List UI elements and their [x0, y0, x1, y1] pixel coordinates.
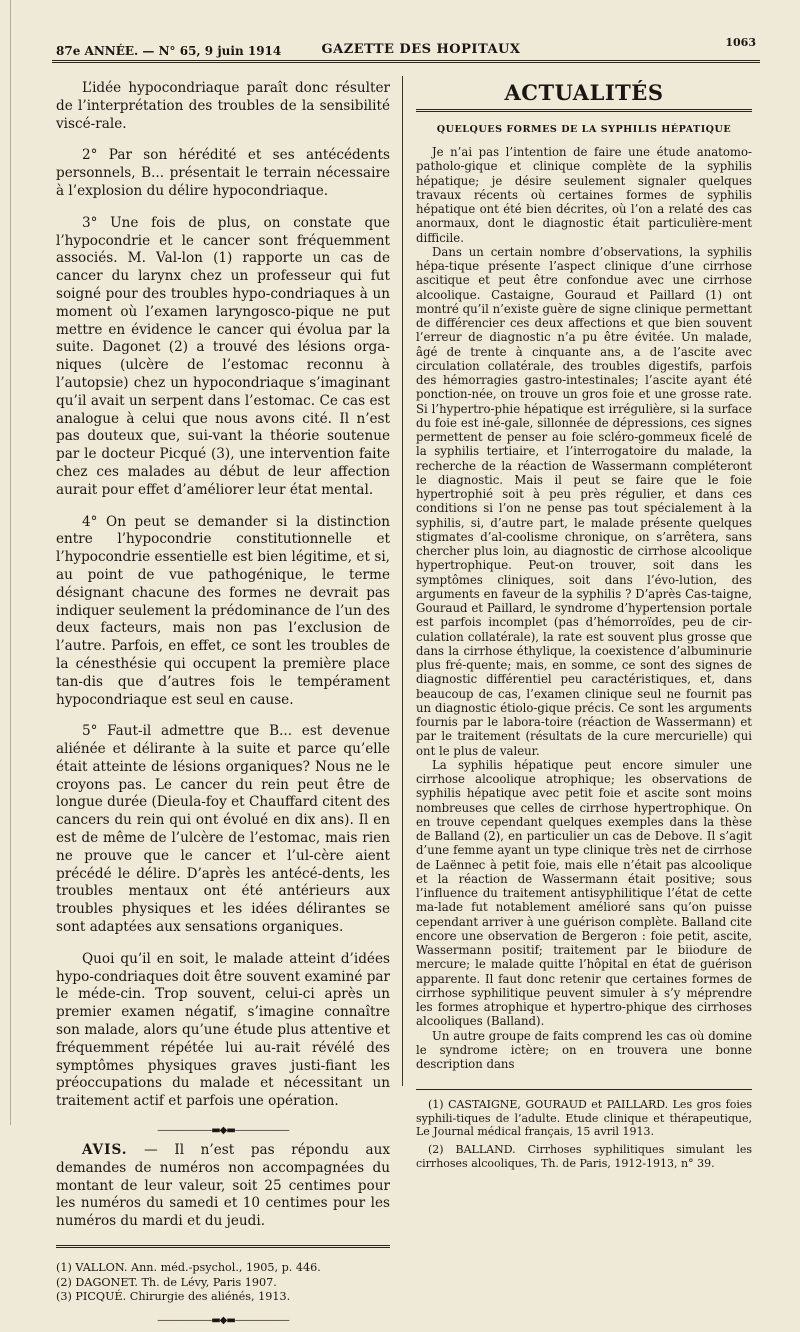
- ornament-separator: ——————▬◆▬——————: [157, 1314, 289, 1326]
- page-fold-line: [10, 0, 11, 1125]
- paragraph: Dans un certain nombre d’observations, la syphilis hépa-tique présente l’aspect clinique d’une cirrhose ascitique et peut être confondue avec une cirrhose alcoolique. Castaigne, Gouraud et Paillard (1) ont montré qu’il n’existe guère de signe clinique permettant de différencier ces deux affections et que bien souvent l’erreur de diagnostic n’a pu être évitée. Un malade, âgé de trente à cinquante ans, a de l’ascite avec circulation collatérale, des troubles digestifs, parfois des hémorragies gastro-intestinales; l’ascite ayant été ponction-née, on trouve un gros foie et une grosse rate. Si l’hypertro-phie hépatique est irrégulière, si la surface du foie est iné-gale, sillonnée de dépressions, ces signes permettent de penser au foie scléro-gommeux ficelé de la syphilis tertiaire, et l’interrogatoire du malade, la recherche de la réaction de Wassermann compléteront le diagnostic. Mais il peut se faire que le foie hypertrophié soit à peu près régulier, et dans ces conditions si l’on ne pense pas tout spécialement à la syphilis, si, d’autre part, le malade présente quelques stigmates d’al-coolisme chronique, on s’arrêtera, sans chercher plus loin, au diagnostic de cirrhose alcoolique hypertrophique. Peut-on trouver, soit dans les symptômes cliniques, soit dans l’évo-lution, des arguments en faveur de la syphilis ? D’après Cas-taigne, Gouraud et Paillard, le syndrome d’hypertension portale est parfois incomplet (pas d’hémorroïdes, peu de cir-culation collatérale), la rate est souvent plus grosse que dans la cirrhose éthylique, la coexistence d’albuminurie plus fré-quente; mais, en somme, ce sont des signes de diagnostic différentiel peu caractéristiques, et, dans beaucoup de cas, l’examen clinique seul ne fournit pas un diagnostic étiolo-gique précis. Ce sont les arguments fournis par le labora-toire (réaction de Wassermann) et par le traitement (résultats de la cure mercurielle) qui ont le plus de valeur.: [416, 244, 752, 758]
- paragraph: La syphilis hépatique peut encore simuler une cirrhose alcoolique atrophique; les observations de syphilis hépatique avec petit foie et ascite sont moins nombreuses que celles de cirrhose hypertrophique. On en trouve cependant quelques exemples dans la thèse de Balland (2), en particulier un cas de Debove. Il s’agit d’une femme ayant un type clinique très net de cirrhose de Laënnec à petit foie, mais elle n’était pas alcoolique et la réaction de Wassermann était positive; sous l’influence du traitement antisyphilitique l’état de cette ma-lade fut notablement amélioré sans qu’on puisse cependant arriver à une guérison complète. Balland cite encore une observation de Bergeron : foie petit, ascite, Wassermann positif; traitement par le biiodure de mercure; le malade quitte l’hôpital en état de guérison apparente. Il faut donc retenir que certaines formes de cirrhose syphilitique peuvent simuler à s’y méprendre les formes atrophique et hypertro-phique des cirrhoses alcooliques (Balland).: [416, 757, 752, 1029]
- left-column: [56, 80, 390, 1332]
- paragraph: L’idée hypocondriaque paraît donc résulter de l’interprétation des troubles de la sensibilité viscé-rale.: [56, 80, 390, 132]
- paragraph: 3° Une fois de plus, on constate que l’hypocondrie et le cancer sont fréquemment associés. M. Val-lon (1) rapporte un cas de cancer du larynx chez un professeur qui fut soigné pour des troubles hypo-condriaques à un moment où l’examen laryngosco-pique ne put mettre en évidence le cancer qui évolua par la suite. Dagonet (2) a trouvé des lésions orga-niques (ulcère de l’estomac reconnu à l’autopsie) chez un hypocondriaque s’imaginant qu’il avait un serpent dans l’estomac. Ce cas est analogue à celui que nous avons cité. Il n’est pas douteux que, sui-vant la théorie soutenue par le docteur Picqué (3), une intervention faite chez ces malades au début de leur affection aurait pour effet d’améliorer leur état mental.: [56, 214, 390, 498]
- footnote: (2) DAGONET. Th. de Lévy, Paris 1907.: [56, 1275, 277, 1289]
- issue-info: 87e ANNÉE. — N° 65, 9 juin 1914: [56, 44, 282, 58]
- page-number: 1063: [725, 36, 756, 49]
- footnote: (3) PICQUÉ. Chirurgie des aliénés, 1913.: [56, 1290, 291, 1304]
- section-title: ACTUALITÉS: [504, 80, 664, 105]
- footnote: (2) BALLAND. Cirrhoses syphilitiques simulant les cirrhoses alcooliques, Th. de Paris, 1912-1913, n° 39.: [416, 1143, 752, 1170]
- footnote: (1) VALLON. Ann. méd.-psychol., 1905, p. 446.: [56, 1261, 321, 1275]
- notice: [56, 1142, 390, 1231]
- ornament-separator: ——————▬◆▬——————: [157, 1125, 289, 1137]
- header-rule: [52, 60, 760, 67]
- paragraph: Je n’ai pas l’intention de faire une étude anatomo-patholo-gique et clinique complète de la syphilis hépatique; je désire seulement signaler quelques travaux récents où certaines formes de syphilis hépatique ont été bien décrites, où l’on a relaté des cas anormaux, dont le diagnostic était particulière-ment difficile.: [416, 145, 752, 245]
- paragraph: 4° On peut se demander si la distinction entre l’hypocondrie constitutionnelle et l’hypocondrie essentielle est bien légitime, et si, au point de vue pathogénique, le terme désignant chacune des formes ne devrait pas indiquer seulement la prédominance de l’un des deux facteurs, mais non pas l’exclusion de l’autre. Parfois, en effet, ce sont les troubles de la cénesthésie qui occupent la première place tan-dis que d’autres fois le tempérament hypocondriaque est seul en cause.: [56, 513, 390, 708]
- paragraph: 5° Faut-il admettre que B... est devenue aliénée et délirante à la suite et parce qu’elle était atteinte de lésions organiques? Nous ne le croyons pas. Le cancer du rein peut être de longue durée (Dieula-foy et Chauffard citent des cancers du rein qui ont évolué en dix ans). Il en est de même de l’ulcère de l’estomac, mais rien ne prouve que le cancer et l’ul-cère aient précédé le délire. D’après les antécé-dents, les troubles mentaux ont été antérieurs aux troubles physiques et les idées délirantes se sont adaptées aux sensations organiques.: [56, 723, 390, 936]
- footnote: (1) CASTAIGNE, GOURAUD et PAILLARD. Les gros foies syphili-tiques de l’adulte. Etude clinique et thérapeutique, Le Journal médical français, 15 avril 1913.: [416, 1098, 752, 1139]
- page-header: [56, 36, 756, 62]
- section-rule: [416, 109, 752, 112]
- article-title: QUELQUES FORMES DE LA SYPHILIS HÉPATIQUE: [436, 124, 732, 135]
- journal-title: GAZETTE DES HOPITAUX: [321, 42, 521, 57]
- paragraph: Quoi qu’il en soit, le malade atteint d’idées hypo-condriaques doit être souvent examiné par le méde-cin. Trop souvent, celui-ci après un premier examen négatif, s’imagine connaître son malade, alors qu’une étude plus attentive et fréquemment répétée lui au-rait révélé des symptômes physiques graves justi-fiant les préoccupations du malade et nécessitant un traitement actif et parfois une opération.: [56, 950, 390, 1110]
- column-divider: [402, 76, 403, 1086]
- paragraph: 2° Par son hérédité et ses antécédents personnels, B... présentait le terrain nécessaire à l’explosion du délire hypocondriaque.: [56, 147, 390, 199]
- footnotes-left: [56, 1261, 390, 1305]
- paragraph: Un autre groupe de faits comprend les cas où domine le syndrome ictère; on en trouvera une bonne description dans: [416, 1028, 752, 1071]
- notice-text: — Il n’est pas répondu aux demandes de numéros non accompagnées du montant de leur valeur, soit 25 centimes pour les numéros du samedi et 10 centimes pour les numéros du mardi et du jeudi.: [56, 1142, 390, 1230]
- footnote-rule: [56, 1245, 390, 1251]
- footnote-rule: [416, 1089, 752, 1090]
- notice-label: AVIS.: [82, 1142, 128, 1159]
- footnotes-right: [416, 1098, 752, 1170]
- right-column: [416, 80, 752, 1174]
